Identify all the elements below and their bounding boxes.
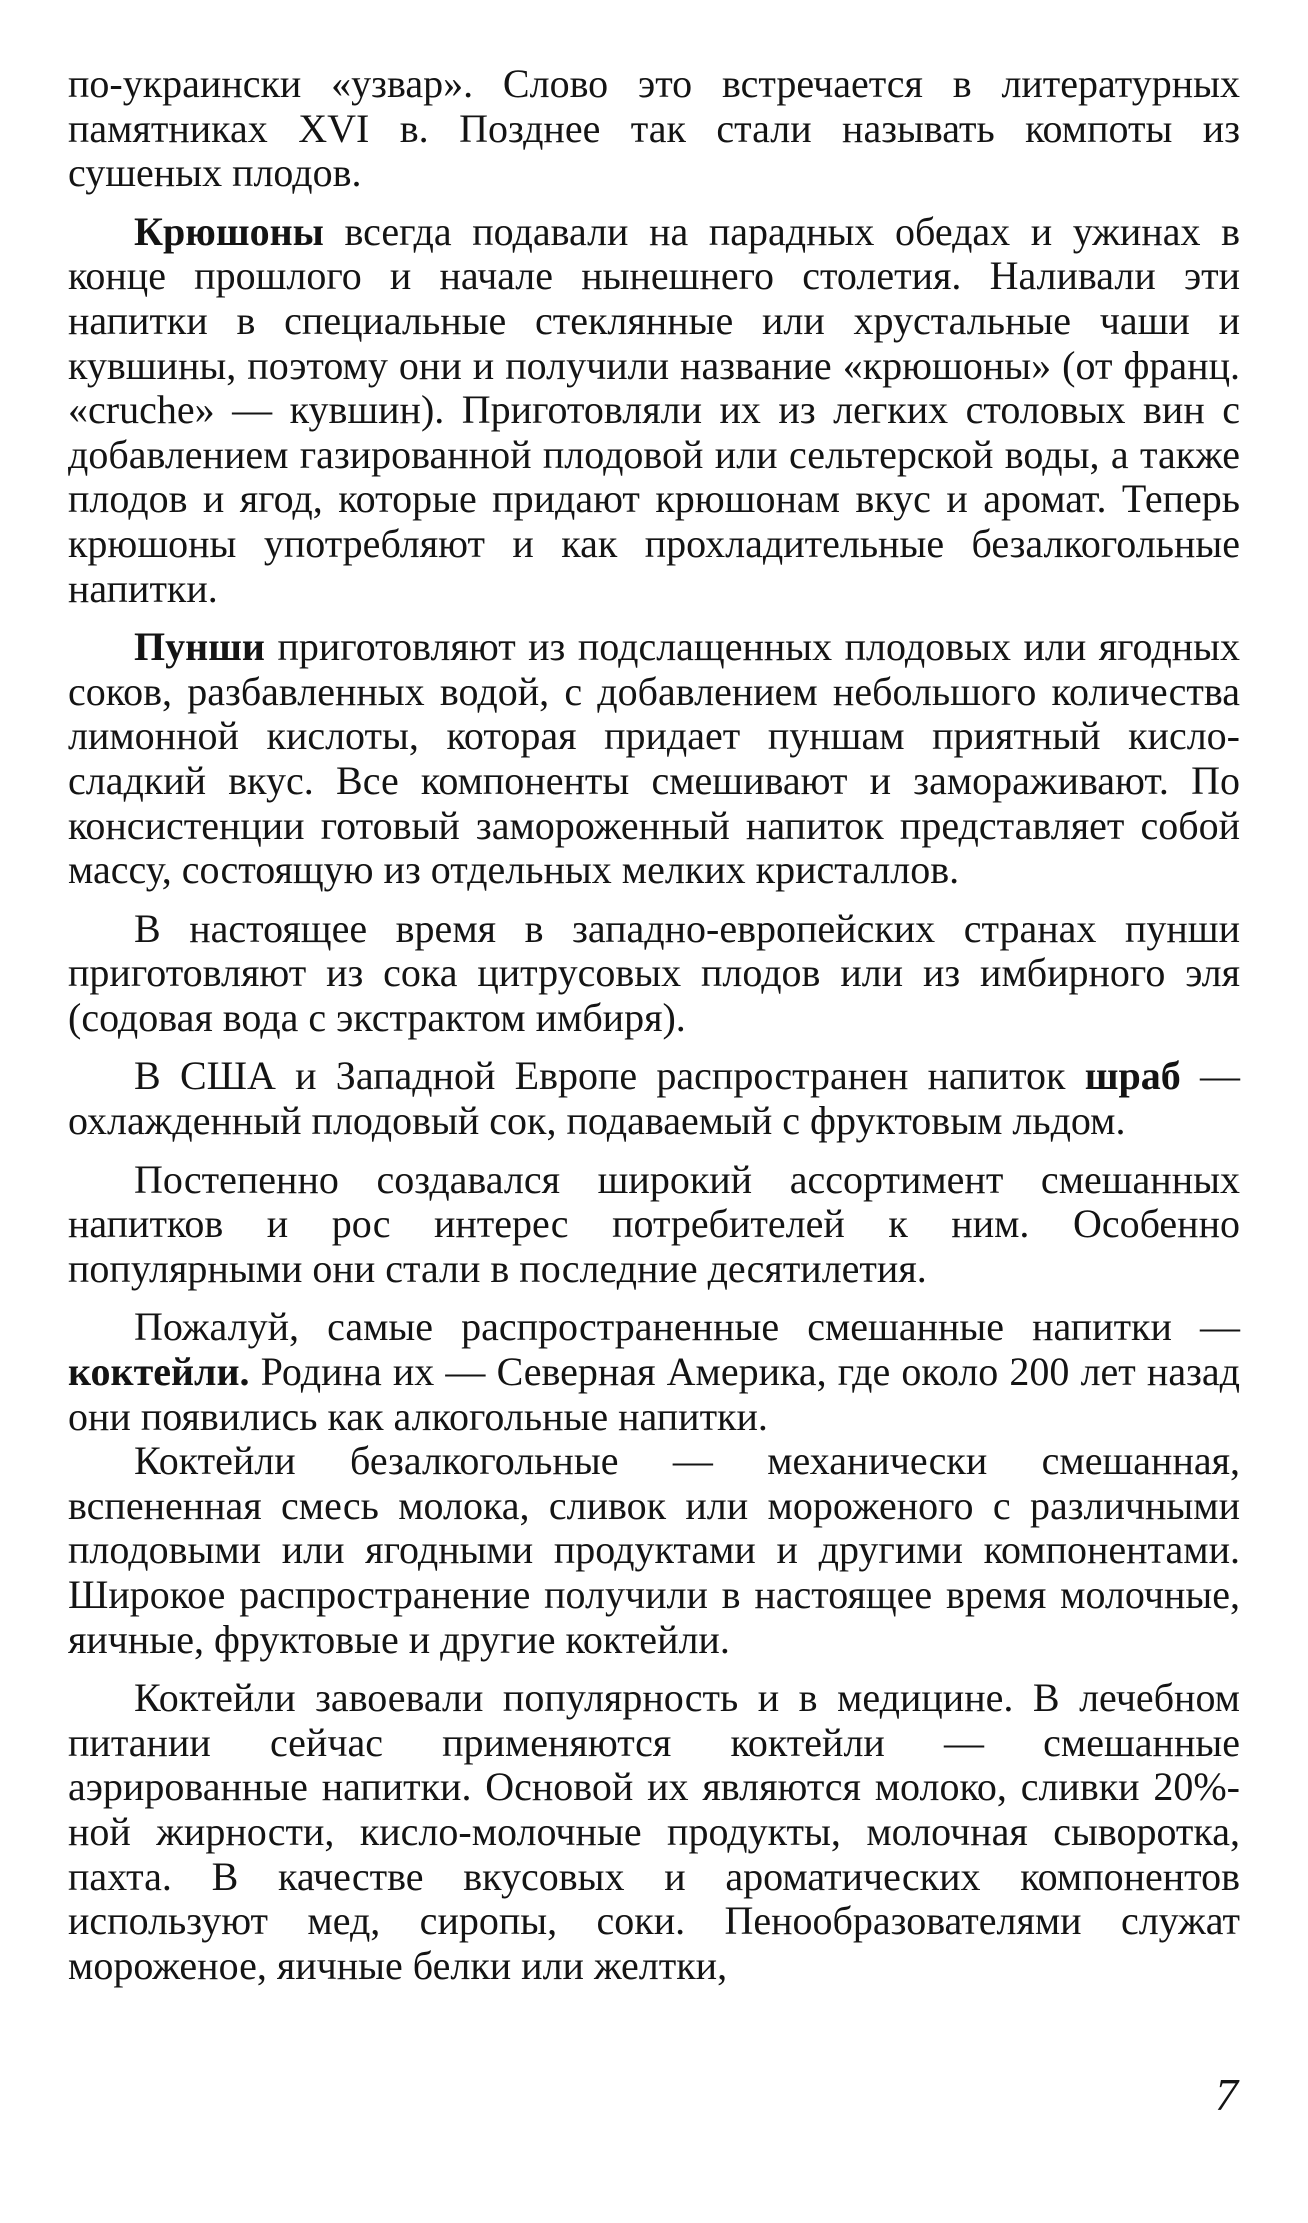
term-bold: шраб: [1084, 1053, 1181, 1099]
paragraph-text: приготовляют из подслащенных плодовых или ягодных соков, разбавленных водой, с добавлением небольшого количества лимонной кислоты, которая придает пуншам приятный кисло-сладкий вкус. Все компоненты смешивают и замораживают. По консистенции готовый замороженный напиток представляет собой массу, состоящую из отдельных мелких кристаллов.: [68, 624, 1240, 893]
page-number: 7: [1215, 2069, 1238, 2120]
paragraph-p5: [68, 1054, 1240, 1143]
paragraph-text: Постепенно создавался широкий ассортимент смешанных напитков и рос интерес потребителей к ним. Особенно популярными они стали в последние десятилетия.: [68, 1156, 1240, 1291]
paragraph-p6: [68, 1158, 1240, 1292]
paragraph-text: по-украински «узвар». Слово это встречается в литературных памятниках XVI в. Позднее так стали называть компоты из сушеных плодов.: [68, 61, 1240, 196]
paragraph-text: Родина их — Северная Америка, где около 200 лет назад они появились как алкогольные напитки.: [68, 1349, 1240, 1439]
term-bold: Пунши: [134, 624, 265, 670]
paragraph-text: В США и Западной Европе распространен напиток: [134, 1053, 1085, 1099]
paragraph-p9: [68, 1676, 1240, 1988]
paragraph-text: Пожалуй, самые распространенные смешанные напитки —: [134, 1304, 1240, 1350]
term-bold: Крюшоны: [134, 208, 324, 254]
paragraph-text: — охлажденный плодовый сок, подаваемый с фруктовым льдом.: [68, 1053, 1240, 1144]
page-body: [68, 62, 1240, 2002]
paragraph-p8: [68, 1439, 1240, 1662]
paragraph-p2: [68, 210, 1240, 611]
paragraph-text: Коктейли завоевали популярность и в медицине. В лечебном питании сейчас применяются коктейли — смешанные аэрированные напитки. Основой их являются молоко, сливки 20%-ной жирности, кисло-молочные продукты, молочная сыворотка, пахта. В качестве вкусовых и ароматических компонентов используют мед, сиропы, соки. Пенообразователями служат мороженое, яичные белки или желтки,: [68, 1675, 1240, 1988]
paragraph-p3: [68, 625, 1240, 893]
paragraph-text: Коктейли безалкогольные — механически смешанная, вспененная смесь молока, сливок или мороженого с различными плодовыми или ягодными продуктами и другими компонентами. Широкое распространение получили в настоящее время молочные, яичные, фруктовые и другие коктейли.: [68, 1438, 1240, 1662]
paragraph-p4: [68, 907, 1240, 1041]
paragraph-p7: [68, 1305, 1240, 1439]
paragraph-text: всегда подавали на парадных обедах и ужинах в конце прошлого и начале нынешнего столетия. Наливали эти напитки в специальные стеклянные или хрустальные чаши и кувшины, поэтому они и получили название «крюшоны» (от франц. «cruche» — кувшин). Приготовляли их из легких столовых вин с добавлением газированной плодовой или сельтерской воды, а также плодов и ягод, которые придают крюшонам вкус и аромат. Теперь крюшоны употребляют и как прохладительные безалкогольные напитки.: [68, 208, 1240, 611]
term-bold: коктейли.: [68, 1349, 250, 1395]
paragraph-text: В настоящее время в западно-европейских странах пунши приготовляют из сока цитрусовых плодов или из имбирного эля (содовая вода с экстрактом имбиря).: [68, 905, 1240, 1040]
paragraph-p1: [68, 62, 1240, 196]
